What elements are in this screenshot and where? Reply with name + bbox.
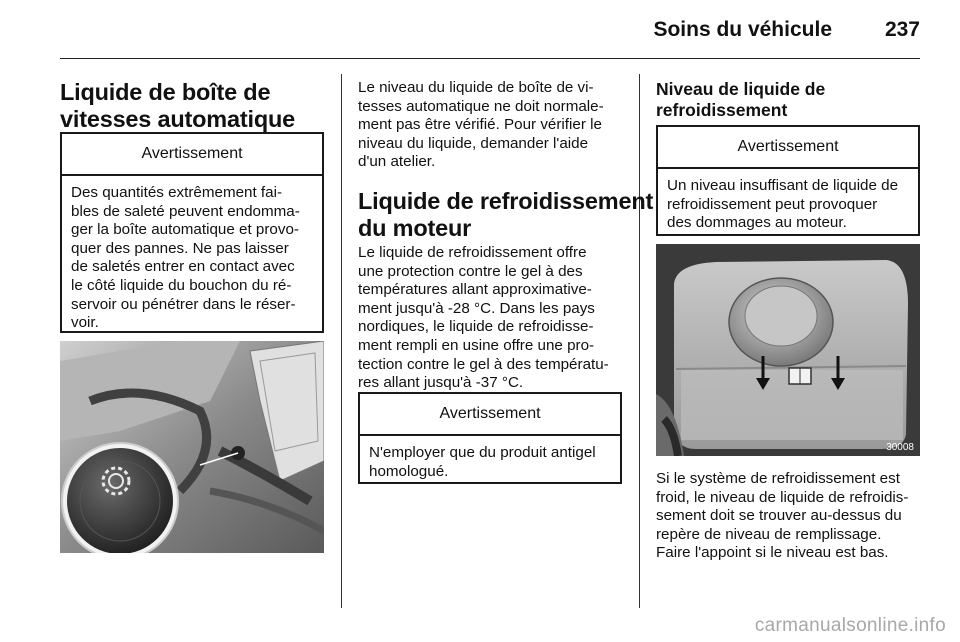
intro-paragraph: Le niveau du liquide de boîte de vi- tesses automatique ne doit normale- ment pas être vérifié. Pour vérifier le niveau du liquide, demander l'aide d'un atelier. xyxy=(358,79,604,171)
warning-title: Avertissement xyxy=(62,134,322,176)
engine-bay-image xyxy=(60,341,324,553)
page-header xyxy=(60,0,920,59)
coolant-paragraph: Le liquide de refroidissement offre une protection contre le gel à des températures allant approximative- ment jusqu'à -28 °C. Dans les pays nordiques, le liquide de refroidisse- ment rempli en usine offre une pro- tection contre le gel à des températu- res allant jusqu'à -37 °C. xyxy=(358,244,609,392)
transmission-cap-photo xyxy=(60,341,324,553)
coolant-level-paragraph: Si le système de refroidissement est froid, le niveau de liquide de refroidis- sement doit se trouver au-dessus du repère de niveau de remplissage. Faire l'appoint si le niveau est bas. xyxy=(656,470,909,562)
coolant-reservoir-photo xyxy=(656,244,920,456)
warning-text: N'employer que du produit antigel homologué. xyxy=(369,444,596,480)
column-divider xyxy=(639,74,640,608)
heading-transmission-fluid: Liquide de boîte de vitesses automatique xyxy=(60,79,296,132)
warning-box-transmission xyxy=(60,132,324,333)
warning-text: Des quantités extrêmement fai- bles de saleté peuvent endomma- ger la boîte automatique et provo- quer des pannes. Ne pas laisser de saletés entrer en contact avec le côté liquide du bouchon du ré- servoir ou pénétrer dans le réser- voir. xyxy=(71,184,300,332)
warning-title: Avertissement xyxy=(360,394,620,436)
page-number: 237 xyxy=(884,18,920,41)
column-divider xyxy=(341,74,342,608)
warning-title: Avertissement xyxy=(658,127,918,169)
reservoir-image xyxy=(656,244,920,456)
heading-engine-coolant: Liquide de refroidissement du moteur xyxy=(358,188,654,241)
section-title: Soins du véhicule xyxy=(653,18,832,41)
warning-box-antifreeze xyxy=(358,392,622,484)
figure-number: 30008 xyxy=(886,442,914,453)
site-watermark: carmanualsonline.info xyxy=(754,615,946,636)
warning-box-coolant-level xyxy=(656,125,920,236)
manual-icon xyxy=(789,368,811,384)
warning-text: Un niveau insuffisant de liquide de refroidissement peut provoquer des dommages au moteur. xyxy=(667,177,899,232)
heading-coolant-level: Niveau de liquide de refroidissement xyxy=(656,79,826,120)
